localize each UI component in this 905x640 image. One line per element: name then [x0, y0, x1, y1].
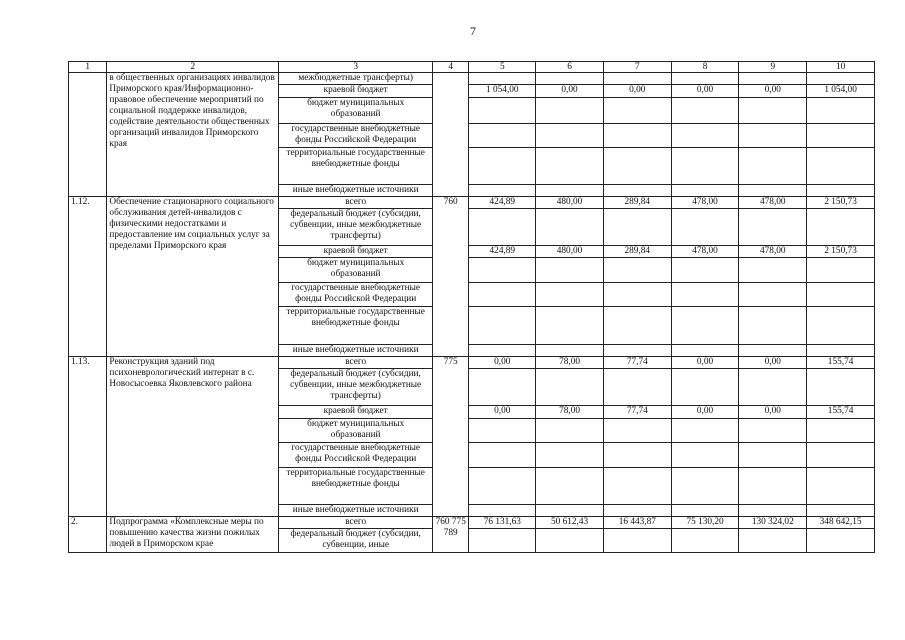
amount-cell: [739, 283, 807, 307]
amount-cell: 480,00: [536, 246, 604, 258]
amount-cell: [603, 185, 671, 197]
funding-source: краевой бюджет: [279, 85, 433, 98]
amount-cell: [536, 529, 604, 553]
amount-cell: 0,00: [739, 357, 807, 369]
amount-cell: 50 612,43: [536, 517, 604, 529]
amount-cell: [671, 468, 739, 505]
amount-cell: 424,89: [469, 197, 536, 209]
amount-cell: 76 131,63: [469, 517, 536, 529]
funding-source: бюджет муниципальных образований: [279, 98, 433, 124]
amount-cell: [469, 345, 536, 357]
amount-cell: [671, 73, 739, 85]
amount-cell: [807, 307, 875, 345]
amount-cell: 2 150,73: [807, 246, 875, 258]
amount-cell: [739, 345, 807, 357]
amount-cell: [603, 443, 671, 468]
budget-code: 775: [433, 357, 469, 517]
amount-cell: [469, 209, 536, 246]
amount-cell: 0,00: [671, 85, 739, 98]
column-number: 10: [807, 62, 875, 73]
amount-cell: [807, 419, 875, 443]
amount-cell: [536, 148, 604, 185]
budget-code: [433, 73, 469, 197]
amount-cell: 16 443,87: [603, 517, 671, 529]
amount-cell: 0,00: [671, 406, 739, 419]
amount-cell: [671, 98, 739, 124]
amount-cell: [603, 529, 671, 553]
budget-code: 760 775 789: [433, 517, 469, 553]
amount-cell: [469, 505, 536, 517]
amount-cell: [807, 209, 875, 246]
amount-cell: [536, 468, 604, 505]
amount-cell: 1 054,00: [807, 85, 875, 98]
table-row: [69, 357, 875, 369]
amount-cell: 478,00: [739, 246, 807, 258]
amount-cell: [603, 369, 671, 406]
amount-cell: 289,84: [603, 197, 671, 209]
amount-cell: [536, 283, 604, 307]
funding-source: федеральный бюджет (субсидии, субвенции, иные межбюджетные трансферты): [279, 209, 433, 246]
amount-cell: [536, 419, 604, 443]
amount-cell: [603, 98, 671, 124]
amount-cell: [807, 148, 875, 185]
funding-source: иные внебюджетные источники: [279, 505, 433, 517]
column-number: 9: [739, 62, 807, 73]
funding-source: краевой бюджет: [279, 406, 433, 419]
amount-cell: [807, 369, 875, 406]
amount-cell: [739, 307, 807, 345]
amount-cell: [469, 258, 536, 283]
item-name: Реконструкция зданий под психоневрологический интернат в с. Новосысоевка Яковлевского района: [107, 357, 279, 517]
table-row: [69, 73, 875, 85]
amount-cell: [807, 529, 875, 553]
amount-cell: [536, 307, 604, 345]
amount-cell: [671, 283, 739, 307]
amount-cell: [603, 345, 671, 357]
amount-cell: [671, 148, 739, 185]
column-number: 5: [469, 62, 536, 73]
amount-cell: 78,00: [536, 406, 604, 419]
item-number: [69, 73, 107, 197]
column-number: 4: [433, 62, 469, 73]
amount-cell: [807, 505, 875, 517]
column-number: 1: [69, 62, 107, 73]
amount-cell: [469, 73, 536, 85]
amount-cell: [807, 443, 875, 468]
amount-cell: [536, 73, 604, 85]
amount-cell: 130 324,02: [739, 517, 807, 529]
amount-cell: [739, 185, 807, 197]
table-row: [69, 517, 875, 529]
budget-table: [68, 61, 875, 553]
amount-cell: [536, 209, 604, 246]
amount-cell: 0,00: [536, 85, 604, 98]
funding-source: иные внебюджетные источники: [279, 185, 433, 197]
amount-cell: 0,00: [469, 406, 536, 419]
funding-source: бюджет муниципальных образований: [279, 419, 433, 443]
amount-cell: [536, 98, 604, 124]
amount-cell: [807, 185, 875, 197]
item-number: 1.13.: [69, 357, 107, 517]
amount-cell: [739, 468, 807, 505]
amount-cell: [469, 124, 536, 148]
amount-cell: [739, 529, 807, 553]
funding-source: всего: [279, 197, 433, 209]
funding-source: федеральный бюджет (субсидии, субвенции, иные: [279, 529, 433, 553]
amount-cell: [536, 369, 604, 406]
amount-cell: [807, 98, 875, 124]
amount-cell: [536, 505, 604, 517]
budget-table-body: [69, 62, 875, 553]
funding-source: всего: [279, 357, 433, 369]
amount-cell: [739, 505, 807, 517]
amount-cell: [603, 124, 671, 148]
amount-cell: [603, 73, 671, 85]
amount-cell: [671, 345, 739, 357]
amount-cell: [469, 185, 536, 197]
funding-source: федеральный бюджет (субсидии, субвенции, иные межбюджетные трансферты): [279, 369, 433, 406]
amount-cell: [671, 505, 739, 517]
amount-cell: 0,00: [739, 406, 807, 419]
funding-source: территориальные государственные внебюджетные фонды: [279, 307, 433, 345]
amount-cell: 75 130,20: [671, 517, 739, 529]
amount-cell: [603, 283, 671, 307]
amount-cell: 2 150,73: [807, 197, 875, 209]
column-number: 3: [279, 62, 433, 73]
amount-cell: 480,00: [536, 197, 604, 209]
amount-cell: [807, 468, 875, 505]
amount-cell: 478,00: [739, 197, 807, 209]
amount-cell: [671, 258, 739, 283]
funding-source: краевой бюджет: [279, 246, 433, 258]
amount-cell: 289,84: [603, 246, 671, 258]
funding-source: территориальные государственные внебюджетные фонды: [279, 468, 433, 505]
amount-cell: [469, 148, 536, 185]
column-number: 2: [107, 62, 279, 73]
funding-source: территориальные государственные внебюджетные фонды: [279, 148, 433, 185]
page-number: 7: [470, 24, 476, 38]
table-row: [69, 197, 875, 209]
item-name: Обеспечение стационарного социального обслуживания детей-инвалидов с физическими недостатками и предоставление им социальных услуг за пределами Приморского края: [107, 197, 279, 357]
amount-cell: 0,00: [603, 85, 671, 98]
column-number-row: [69, 62, 875, 73]
amount-cell: [671, 209, 739, 246]
column-number: 7: [603, 62, 671, 73]
amount-cell: [807, 345, 875, 357]
amount-cell: [603, 148, 671, 185]
amount-cell: [536, 345, 604, 357]
amount-cell: [603, 307, 671, 345]
amount-cell: [469, 419, 536, 443]
amount-cell: [603, 419, 671, 443]
amount-cell: [739, 209, 807, 246]
amount-cell: [469, 307, 536, 345]
amount-cell: [807, 124, 875, 148]
amount-cell: [603, 505, 671, 517]
amount-cell: [739, 73, 807, 85]
amount-cell: [603, 209, 671, 246]
amount-cell: 478,00: [671, 197, 739, 209]
amount-cell: [671, 443, 739, 468]
item-number: 1.12.: [69, 197, 107, 357]
amount-cell: [739, 148, 807, 185]
amount-cell: [807, 258, 875, 283]
column-number: 6: [536, 62, 604, 73]
amount-cell: [603, 258, 671, 283]
item-name: Подпрограмма «Комплексные меры по повышению качества жизни пожилых людей в Приморском крае: [107, 517, 279, 553]
amount-cell: [671, 369, 739, 406]
amount-cell: [469, 529, 536, 553]
amount-cell: [469, 369, 536, 406]
funding-source: государственные внебюджетные фонды Российской Федерации: [279, 443, 433, 468]
amount-cell: [469, 468, 536, 505]
amount-cell: [469, 283, 536, 307]
item-number: 2.: [69, 517, 107, 553]
budget-code: 760: [433, 197, 469, 357]
amount-cell: 0,00: [469, 357, 536, 369]
amount-cell: [671, 185, 739, 197]
amount-cell: 1 054,00: [469, 85, 536, 98]
amount-cell: [739, 419, 807, 443]
amount-cell: [671, 419, 739, 443]
amount-cell: [603, 468, 671, 505]
amount-cell: 424,89: [469, 246, 536, 258]
amount-cell: [671, 307, 739, 345]
funding-source: межбюджетные трансферты): [279, 73, 433, 85]
amount-cell: 155,74: [807, 357, 875, 369]
amount-cell: 78,00: [536, 357, 604, 369]
amount-cell: [671, 529, 739, 553]
amount-cell: [807, 73, 875, 85]
amount-cell: [536, 124, 604, 148]
amount-cell: 478,00: [671, 246, 739, 258]
funding-source: государственные внебюджетные фонды Российской Федерации: [279, 283, 433, 307]
item-name: в общественных организациях инвалидов Приморского края/Информационно-правовое обеспечение мероприятий по социальной поддержке инвалидов, содействие деятельности общественных организаций инвалидов Приморского края: [107, 73, 279, 197]
amount-cell: [536, 258, 604, 283]
amount-cell: [739, 369, 807, 406]
amount-cell: [536, 185, 604, 197]
amount-cell: [536, 443, 604, 468]
amount-cell: [469, 98, 536, 124]
amount-cell: [807, 283, 875, 307]
amount-cell: 0,00: [739, 85, 807, 98]
amount-cell: [469, 443, 536, 468]
amount-cell: 348 642,15: [807, 517, 875, 529]
amount-cell: [671, 124, 739, 148]
funding-source: иные внебюджетные источники: [279, 345, 433, 357]
amount-cell: [739, 98, 807, 124]
column-number: 8: [671, 62, 739, 73]
amount-cell: [739, 258, 807, 283]
funding-source: бюджет муниципальных образований: [279, 258, 433, 283]
amount-cell: 0,00: [671, 357, 739, 369]
funding-source: государственные внебюджетные фонды Российской Федерации: [279, 124, 433, 148]
funding-source: всего: [279, 517, 433, 529]
amount-cell: [739, 443, 807, 468]
amount-cell: 77,74: [603, 357, 671, 369]
amount-cell: 77,74: [603, 406, 671, 419]
amount-cell: 155,74: [807, 406, 875, 419]
amount-cell: [739, 124, 807, 148]
